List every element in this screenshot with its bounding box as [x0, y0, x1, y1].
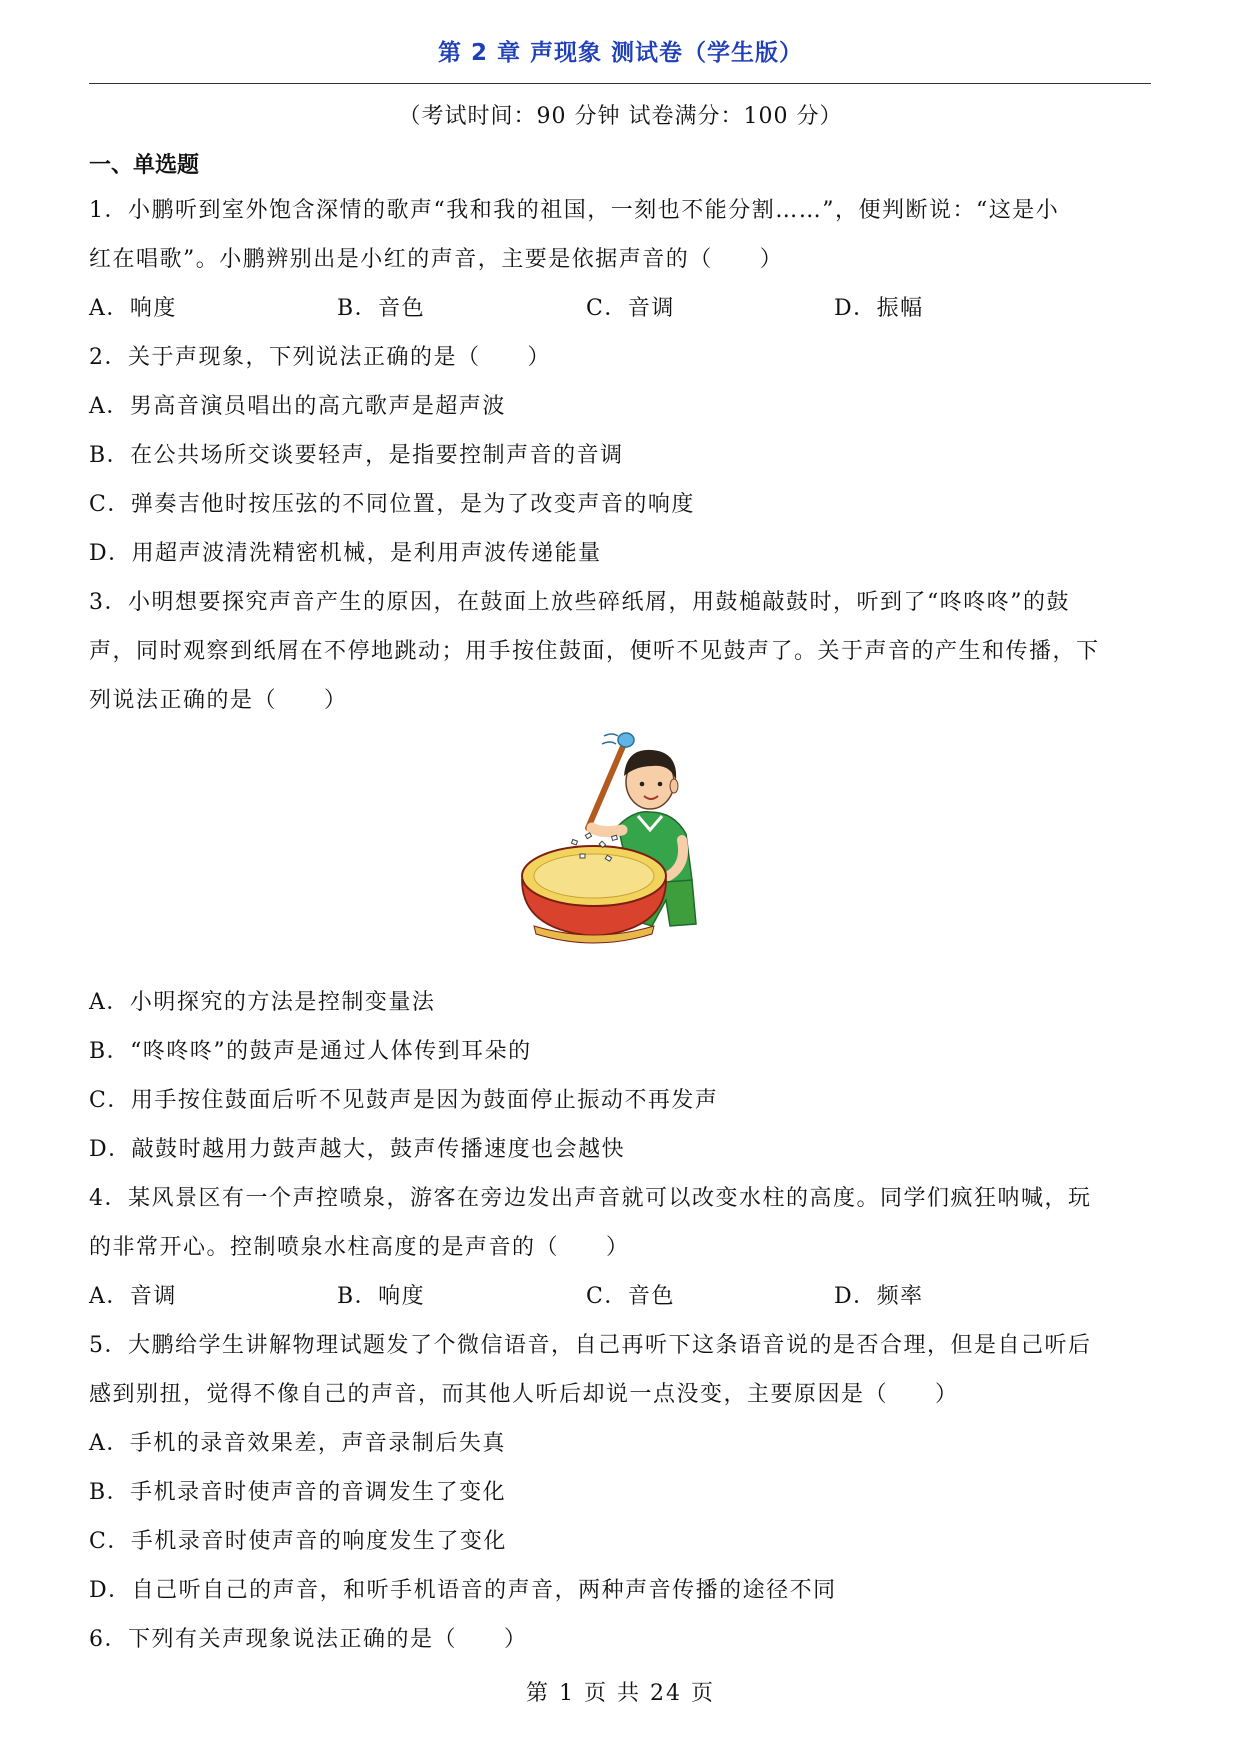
q2-option-b: B．在公共场所交谈要轻声，是指要控制声音的音调	[89, 443, 624, 468]
q2-option-a: A．男高音演员唱出的高亢歌声是超声波	[89, 394, 506, 419]
exam-info: （考试时间：90 分钟 试卷满分：100 分）	[398, 104, 843, 129]
q1-option-a: A．响度	[89, 296, 177, 321]
q5-option-c: C．手机录音时使声音的响度发生了变化	[89, 1529, 507, 1554]
q2-option-c: C．弹奏吉他时按压弦的不同位置，是为了改变声音的响度	[89, 492, 695, 517]
q1-option-d: D．振幅	[834, 296, 924, 321]
question-4-line-2: 的非常开心。控制喷泉水柱高度的是声音的（ ）	[89, 1235, 630, 1260]
question-6-stem: 6．下列有关声现象说法正确的是（ ）	[89, 1627, 528, 1652]
q1-option-b: B．音色	[337, 296, 426, 321]
question-4-options	[89, 1272, 1151, 1321]
question-4-stem	[89, 1174, 1151, 1272]
question-3-stem	[89, 578, 1151, 725]
drumstick-head	[618, 733, 634, 747]
question-3-line-3: 列说法正确的是（ ）	[89, 688, 348, 713]
q5-option-a: A．手机的录音效果差，声音录制后失真	[89, 1431, 506, 1456]
q3-option-a: A．小明探究的方法是控制变量法	[89, 990, 436, 1015]
q3-option-b: B．“咚咚咚”的鼓声是通过人体传到耳朵的	[89, 1039, 532, 1064]
q3-option-c: C．用手按住鼓面后听不见鼓声是因为鼓面停止振动不再发声	[89, 1088, 719, 1113]
question-5-stem	[89, 1321, 1151, 1419]
q1-option-c: C．音调	[586, 296, 675, 321]
q4-option-b: B．响度	[337, 1284, 426, 1309]
title-divider	[89, 83, 1151, 84]
question-4-line-1: 4．某风景区有一个声控喷泉，游客在旁边发出声音就可以改变水柱的高度。同学们疯狂呐喊，玩	[89, 1186, 1092, 1211]
q4-option-d: D．频率	[834, 1284, 924, 1309]
raised-drumstick	[588, 744, 624, 828]
q4-option-c: C．音色	[586, 1284, 675, 1309]
question-1-line-1: 1．小鹏听到室外饱含深情的歌声“我和我的祖国，一刻也不能分割……”，便判断说：“这是小	[89, 198, 1060, 223]
question-1-stem	[89, 186, 1151, 284]
page-number: 第 1 页 共 24 页	[526, 1681, 715, 1706]
q4-option-a: A．音调	[89, 1284, 177, 1309]
boy-drumming-illustration	[520, 730, 700, 958]
question-5-line-1: 5．大鹏给学生讲解物理试题发了个微信语音，自己再听下这条语音说的是否合理，但是自己听后	[89, 1333, 1092, 1358]
q3-option-d: D．敲鼓时越用力鼓声越大，鼓声传播速度也会越快	[89, 1137, 626, 1162]
q5-option-d: D．自己听自己的声音，和听手机语音的声音，两种声音传播的途径不同	[89, 1578, 837, 1603]
q5-option-b: B．手机录音时使声音的音调发生了变化	[89, 1480, 507, 1505]
question-1-options	[89, 284, 1151, 333]
question-2-stem: 2．关于声现象，下列说法正确的是（ ）	[89, 345, 551, 370]
document-title: 第 2 章 声现象 测试卷（学生版）	[437, 40, 804, 66]
question-5-line-2: 感到别扭，觉得不像自己的声音，而其他人听后却说一点没变，主要原因是（ ）	[89, 1382, 959, 1407]
question-3-line-1: 3．小明想要探究声音产生的原因，在鼓面上放些碎纸屑，用鼓槌敲鼓时，听到了“咚咚咚”的鼓	[89, 590, 1070, 615]
question-1-line-2: 红在唱歌”。小鹏辨别出是小红的声音，主要是依据声音的（ ）	[89, 247, 784, 272]
q2-option-d: D．用超声波清洗精密机械，是利用声波传递能量	[89, 541, 602, 566]
question-3-line-2: 声，同时观察到纸屑在不停地跳动；用手按住鼓面，便听不见鼓声了。关于声音的产生和传播，下	[89, 639, 1100, 664]
section-title: 一、单选题	[89, 153, 200, 178]
